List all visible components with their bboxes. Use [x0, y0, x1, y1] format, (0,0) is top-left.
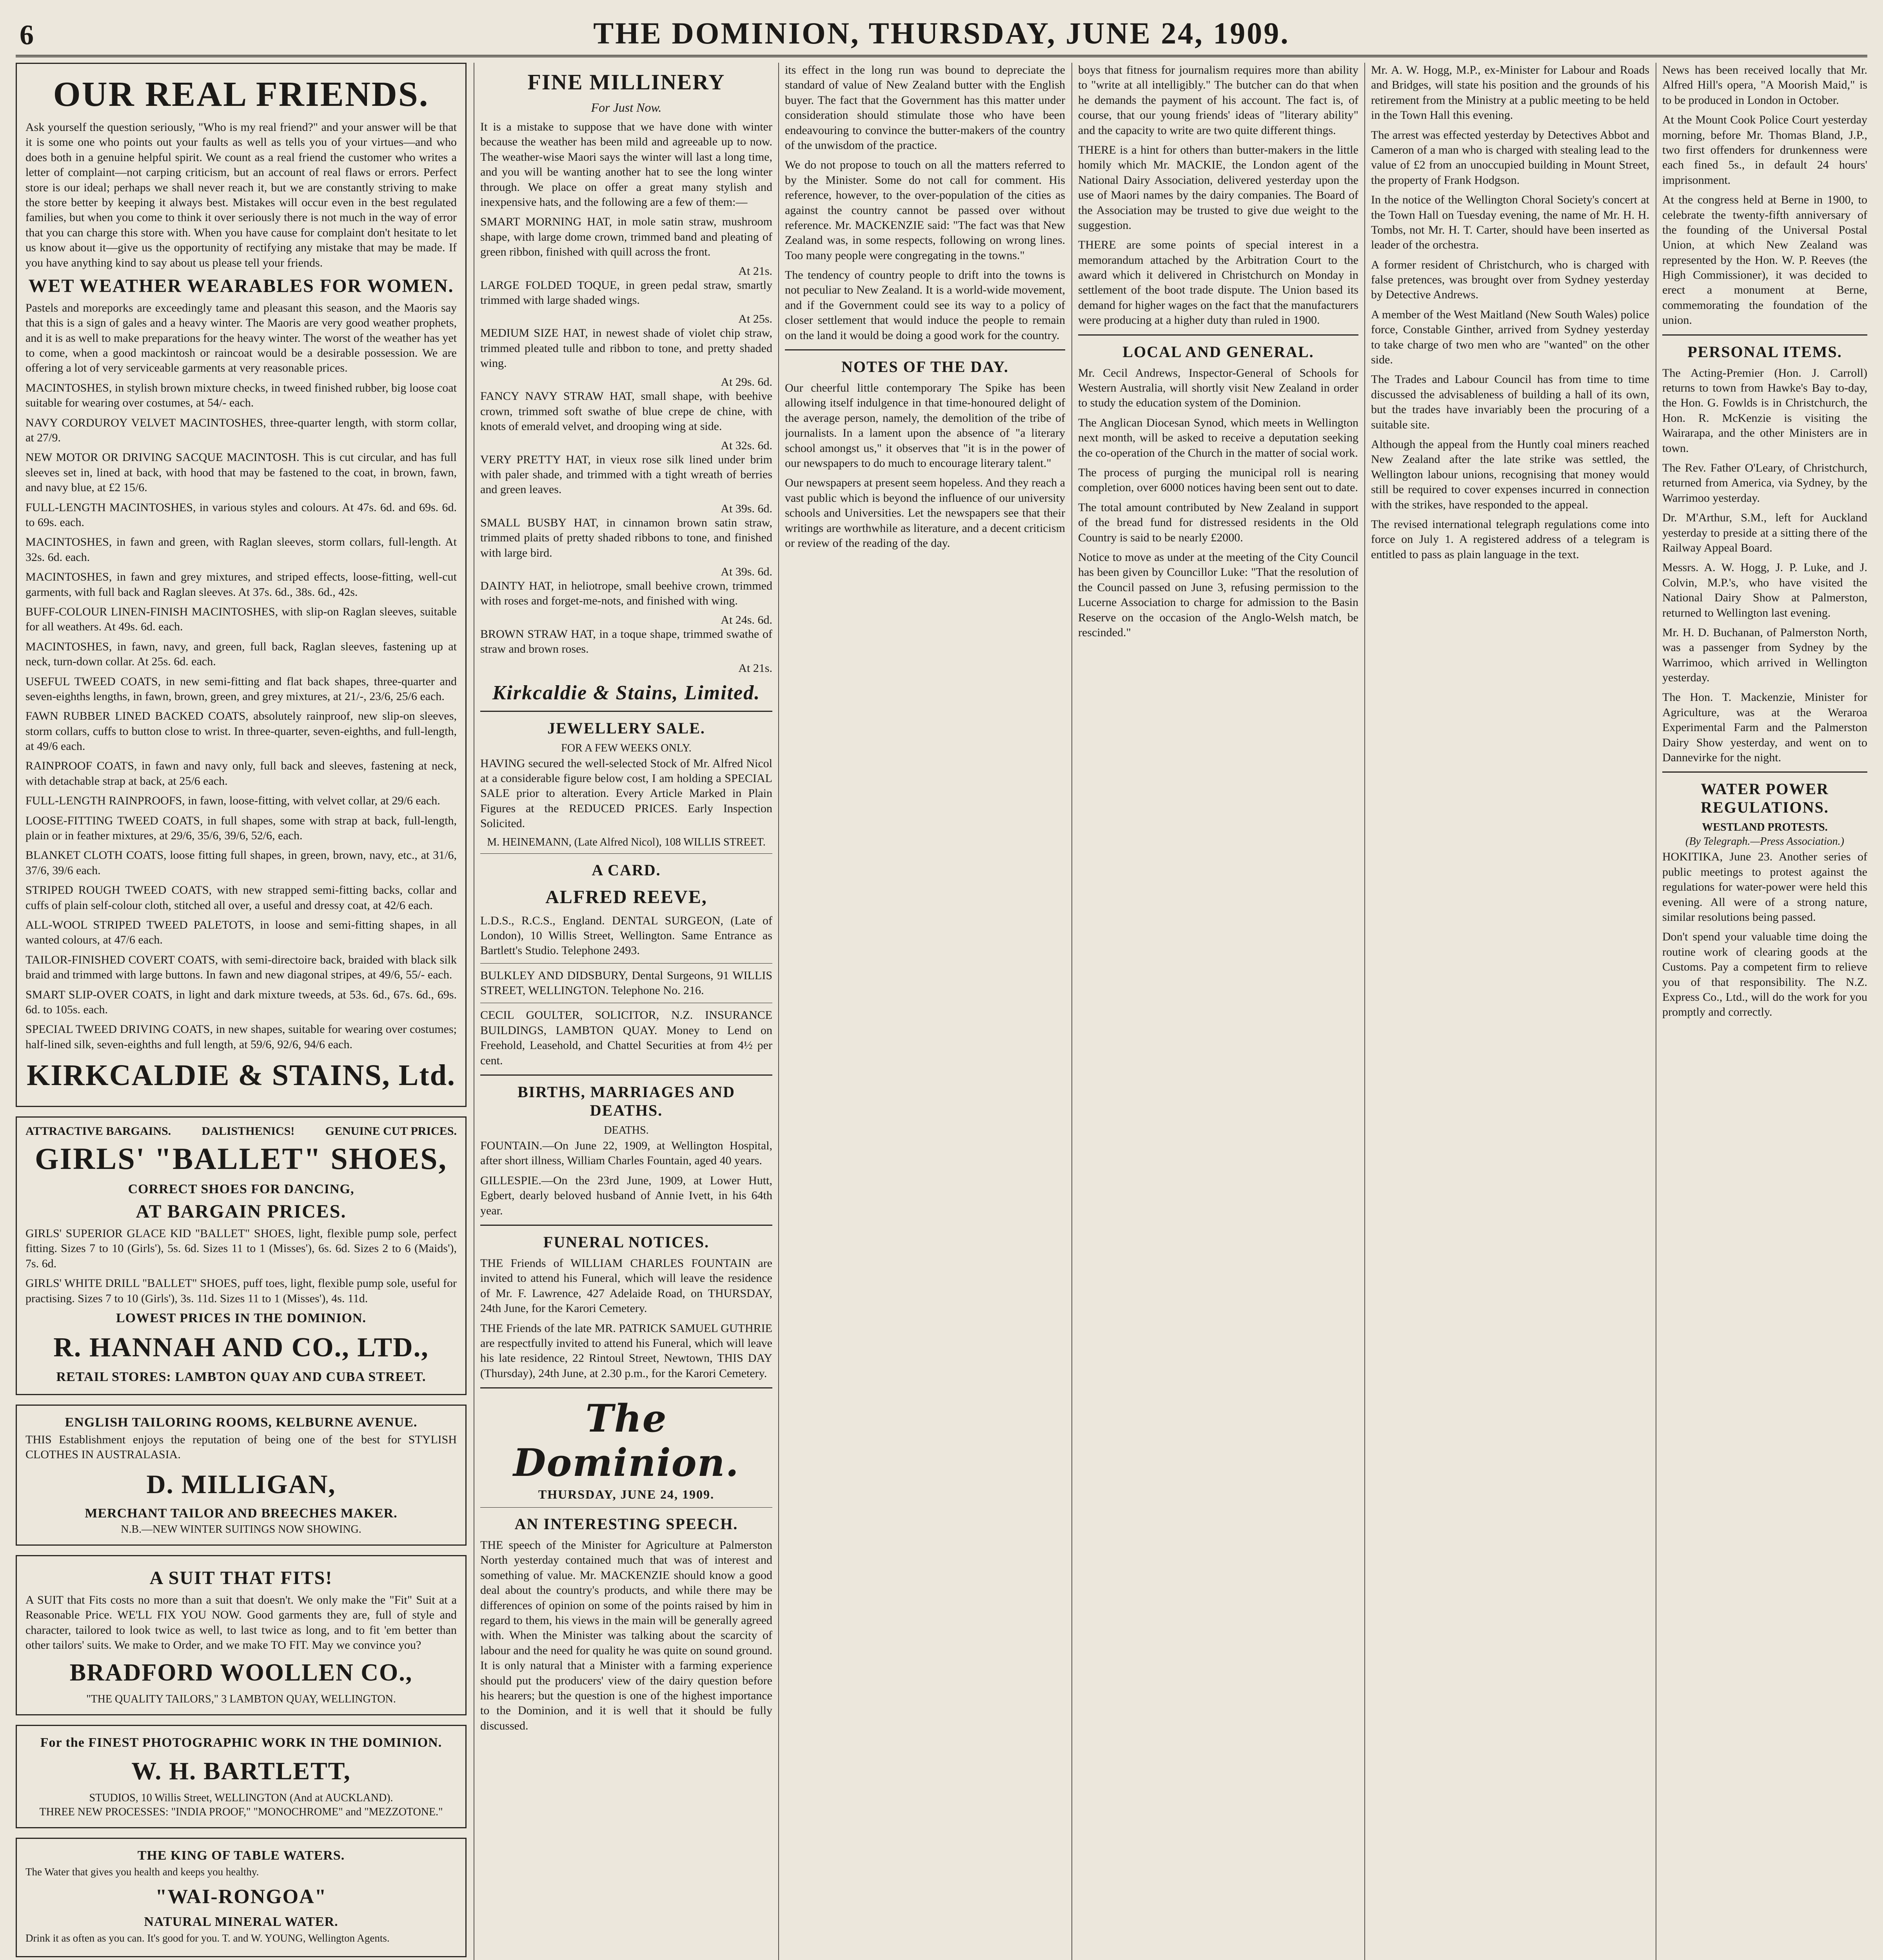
paragraph: The Anglican Diocesan Synod, which meets in Wellington next month, will be asked to receive a deputation seeking the co-operation of the Church in the matter of social work.	[1078, 416, 1358, 459]
bottom-ads-row	[16, 1838, 467, 1960]
paragraph: Mr. H. D. Buchanan, of Palmerston North, was a passenger from Sydney by the Warrimoo, which arrived in Wellington yesterday.	[1662, 626, 1867, 684]
ad-heading: ENGLISH TAILORING ROOMS, KELBURNE AVENUE.	[65, 1415, 418, 1430]
ad-item: STRIPED ROUGH TWEED COATS, with new strapped semi-fitting backs, collar and cuffs of plain self-colour cloth, stitched all over, a useful and dressy coat, at 42/6 each.	[25, 884, 457, 912]
ad-heading: A SUIT THAT FITS!	[149, 1567, 333, 1588]
section-heading: AN INTERESTING SPEECH.	[514, 1515, 738, 1533]
columns	[16, 63, 1867, 1960]
paragraph: HAVING secured the well-selected Stock of Mr. Alfred Nicol at a considerable figure below cost, I am holding a SPECIAL SALE prior to alteration. Every Article Marked in Plain Figures at the REDUCED PRICES. Early Inspection Solicited.	[480, 757, 772, 830]
ad-brand: R. HANNAH AND CO., LTD.,	[53, 1332, 429, 1363]
ad-note: Drink it as often as you can. It's good for you. T. and W. YOUNG, Wellington Agents.	[25, 1932, 390, 1944]
ad-footer: LOWEST PRICES IN THE DOMINION.	[116, 1311, 367, 1326]
section-subheading: DEATHS.	[604, 1124, 649, 1137]
paragraph: Mr. Cecil Andrews, Inspector-General of Schools for Western Australia, will shortly visit New Zealand in order to study the education system of the Dominion.	[1078, 366, 1358, 410]
paragraph: News has been received locally that Mr. Alfred Hill's opera, "A Moorish Maid," is to be produced in London in October.	[1662, 64, 1867, 107]
paragraph: Mr. A. W. Hogg, M.P., ex-Minister for Labour and Roads and Bridges, will state his position and the grounds of his retirement from the Ministry at a public meeting to be held in the Town Hall this evening.	[1371, 64, 1649, 122]
paragraph: THE speech of the Minister for Agriculture at Palmerston North yesterday contained much that was of interest and something of value. Mr. MACKENZIE should know a good deal about the country's products, and while there may be differences of opinion on some of the points raised by him in regard to them, his views in the main will be generally agreed with. When the Minister was talking about the scarcity of labour and the need for quality he was quite on sound ground. It is only natural that a Minister with a farming experience should put the producers' view of the dairy question before his hearers; but the question is one of the highest importance to the Dominion, and it is well that it should be fully discussed.	[480, 1539, 772, 1732]
section-heading: FUNERAL NOTICES.	[543, 1233, 710, 1251]
paragraph: Don't spend your valuable time doing the routine work of clearing goods at the Customs. Pay a competent firm to relieve you of that responsibility. The N.Z. Express Co., Ltd., will do the work for you promptly and correctly.	[1662, 930, 1867, 1019]
section-heading: WATER POWER REGULATIONS.	[1701, 780, 1829, 817]
ad-item: BLANKET CLOTH COATS, loose fitting full shapes, in green, brown, navy, etc., at 31/6, 37/6, 39/6 each.	[25, 849, 457, 877]
paragraph: At the congress held at Berne in 1900, to celebrate the twenty-fifth anniversary of the founding of the Universal Postal Union, at which New Zealand was represented by the Hon. W. P. Reeves (the High Commissioner), it was decided to erect a monument at Berne, commemorating the foundation of the union.	[1662, 193, 1867, 327]
newspaper-title: THE DOMINION, THURSDAY, JUNE 24, 1909.	[593, 16, 1290, 50]
column-1	[16, 63, 467, 1960]
paragraph: The arrest was effected yesterday by Detectives Abbot and Cameron of a man who is charged with stealing lead to the value of £2 from an unoccupied building in Mount Street, the property of Frank Hodgson.	[1371, 128, 1649, 187]
ad-item: MACINTOSHES, in fawn and green, with Raglan sleeves, storm collars, full-length. At 32s. 6d. each.	[25, 535, 457, 564]
ad-corner-right: GENUINE CUT PRICES.	[325, 1125, 457, 1138]
list-item: SMALL BUSBY HAT, in cinnamon brown satin straw, trimmed plaits of pretty shaded ribbons to tone, and finished with large bird.	[480, 516, 772, 559]
ad-brand: W. H. BARTLETT,	[131, 1757, 351, 1785]
paragraph: HOKITIKA, June 23. Another series of public meetings to protest against the regulations for water-power were held this evening. All were of a strong nature, similar resolutions being passed.	[1662, 850, 1867, 924]
ad-corner-left: ATTRACTIVE BARGAINS.	[25, 1125, 171, 1138]
signature: M. HEINEMANN, (Late Alfred Nicol), 108 WILLIS STREET.	[487, 836, 766, 848]
bradford-woollen-ad	[16, 1555, 467, 1716]
ad-address: RETAIL STORES: LAMBTON QUAY AND CUBA STREET.	[56, 1370, 426, 1385]
ad-heading: For the FINEST PHOTOGRAPHIC WORK IN THE DOMINION.	[40, 1735, 442, 1750]
ad-text: A SUIT that Fits costs no more than a suit that doesn't. We only make the "Fit" Suit at a Reasonable Price. WE'LL FIX YOU NOW. Good garments they are, full of style and character, tailored to look twice as well, to last twice as long, and to fit 'em better than other tailors' suits. We make to Order, and we make TO FIT. May we convince you?	[25, 1593, 457, 1651]
column-4	[1078, 63, 1358, 1960]
ad-subtitle: NATURAL MINERAL WATER.	[144, 1915, 338, 1929]
list-item: LARGE FOLDED TOQUE, in green pedal straw, smartly trimmed with large shaded wings.	[480, 278, 772, 307]
divider	[480, 1225, 772, 1226]
item-price: At 21s.	[738, 661, 772, 675]
paragraph: We do not propose to touch on all the matters referred to by the Minister. Some do not call for comment. His reference, however, to the over-population of the cities as against the country cannot be passed over without reference. Mr. MACKENZIE said: "The fact was that New Zealand was, in some respects, following on wrong lines. Too many people were congregating in the towns."	[785, 158, 1065, 262]
ad-brand: KIRKCALDIE & STAINS, Ltd.	[27, 1059, 456, 1092]
paragraph: THERE is a hint for others than butter-makers in the little homily which Mr. MACKIE, the London agent of the National Dairy Association, delivered yesterday upon the use of Maori names by the dairy companies. The Board of the Association may be trusted to give due weight to the suggestion.	[1078, 143, 1358, 232]
masthead	[16, 12, 1867, 57]
paragraph: L.D.S., R.C.S., England. DENTAL SURGEON, (Late of London), 10 Willis Street, Wellington. Same Entrance as Bartlett's Studio. Telephone 2493.	[480, 914, 772, 957]
ad-item: FULL-LENGTH MACINTOSHES, in various styles and colours. At 47s. 6d. and 69s. 6d. to 69s. each.	[25, 501, 457, 529]
section-subheading: WESTLAND PROTESTS.	[1702, 821, 1828, 834]
ad-intro: Ask yourself the question seriously, "Who is my real friend?" and your answer will be that it is some one who points out your faults as well as tells you of your virtues—and who does both in a genuine helpful spirit. We count as a real friend the customer who writes a letter of complaint—not carping criticism, but an account of real flaws or errors. Perfect store is our ideal; perhaps we shall never reach it, but we are constantly striving to make the store better by keeping it always best. Mistakes will occur even in the best regulated families, but when you come to think it over seriously there is not much in the way of error that you can charge this store with. When you have cause for complaint don't hesitate to let us know about it—give us the opportunity of rectifying any mistake that may be made. If you have anything kind to say about us please tell your friends.	[25, 121, 457, 269]
divider	[480, 711, 772, 712]
byline: (By Telegraph.—Press Association.)	[1685, 835, 1844, 848]
paragraph: BULKLEY AND DIDSBURY, Dental Surgeons, 91 WILLIS STREET, WELLINGTON. Telephone No. 216.	[480, 969, 772, 997]
divider	[1662, 771, 1867, 773]
paragraph: THE Friends of WILLIAM CHARLES FOUNTAIN are invited to attend his Funeral, which will leave the residence of Mr. F. Lawrence, 427 Adelaide Road, on THURSDAY, 24th June, for the Karori Cemetery.	[480, 1256, 772, 1315]
ad-item: NEW MOTOR OR DRIVING SACQUE MACINTOSH. This is cut circular, and has full sleeves set in, lined at back, with hood that may be fastened to the coat, in brown, fawn, and navy blue, at £2 15/6.	[25, 451, 457, 494]
item-price: At 24s. 6d.	[721, 613, 772, 626]
paragraph: At the Mount Cook Police Court yesterday morning, before Mr. Thomas Bland, J.P., two first offenders for drunkenness were each fined 5s., in default 24 hours' imprisonment.	[1662, 113, 1867, 187]
paragraph: Our cheerful little contemporary The Spike has been allowing itself indulgence in that time-honoured delight of the average person, namely, the demolition of the tribe of journalists. In a lament upon the absence of "a literary school amongst us," it observes that "it is in the power of our newspapers to do much to encourage literary talent."	[785, 381, 1065, 470]
column-2	[480, 63, 772, 1960]
ad-heading: THE KING OF TABLE WATERS.	[137, 1848, 345, 1863]
ad-subtitle: "THE QUALITY TAILORS," 3 LAMBTON QUAY, WELLINGTON.	[86, 1693, 396, 1706]
ad-note: N.B.—NEW WINTER SUITINGS NOW SHOWING.	[121, 1523, 361, 1535]
ad-item: USEFUL TWEED COATS, in new semi-fitting and flat back shapes, three-quarter and seven-eighths lengths, in fawn, brown, green, and grey mixtures, at 21/-, 23/6, 25/6 each.	[25, 675, 457, 703]
paragraph: CECIL GOULTER, SOLICITOR, N.Z. INSURANCE BUILDINGS, LAMBTON QUAY. Money to Lend on Freehold, Leasehold, and Chattel Securities at from 4½ per cent.	[480, 1009, 772, 1067]
bartlett-photo-ad	[16, 1725, 467, 1828]
section-heading: FINE MILLINERY	[527, 70, 725, 94]
paragraph: GILLESPIE.—On the 23rd June, 1909, at Lower Hutt, Egbert, dearly beloved husband of Annie Ivett, in his 64th year.	[480, 1174, 772, 1217]
paragraph: The Trades and Labour Council has from time to time discussed the advisableness of building a hall of its own, but the trades have invariably been the procuring of a suitable site.	[1371, 373, 1649, 431]
ad-brand: D. MILLIGAN,	[146, 1469, 336, 1499]
item-price: At 39s. 6d.	[721, 502, 772, 515]
paragraph: The process of purging the municipal roll is nearing completion, over 6000 notices having been sent out to date.	[1078, 466, 1358, 494]
item-price: At 25s.	[738, 312, 772, 326]
ad-corner-mid: DALISTHENICS!	[202, 1125, 295, 1138]
ad-text: The Water that gives you health and keeps you healthy.	[25, 1866, 259, 1878]
divider	[480, 1507, 772, 1508]
ad-subtitle: AT BARGAIN PRICES.	[136, 1201, 347, 1222]
ad-item: GIRLS' WHITE DRILL "BALLET" SHOES, puff toes, light, flexible pump sole, useful for practising. Sizes 7 to 10 (Girls'), 3s. 11d. Sizes 11 to 1 (Misses'), 4s. 11d.	[25, 1277, 457, 1305]
ad-item: MACINTOSHES, in fawn, navy, and green, full back, Raglan sleeves, fastening up at neck, turn-down collar. At 25s. 6d. each.	[25, 640, 457, 668]
paragraph: The Hon. T. Mackenzie, Minister for Agriculture, was at the Weraroa Experimental Farm and the Palmerston Dairy Show yesterday, and went on to Dannevirke for the night.	[1662, 691, 1867, 764]
list-item: VERY PRETTY HAT, in vieux rose silk lined under brim with paler shade, and trimmed with a tight wreath of berries and green leaves.	[480, 453, 772, 496]
paragraph: boys that fitness for journalism requires more than ability to "write at all intelligibly." The butcher can do that when he demands the payment of his account. The fact is, of course, that our young friends' ideas of "literary ability" and the capacity to write are two quite different things.	[1078, 64, 1358, 137]
kirkcaldie-raincoat-ad	[16, 63, 467, 1107]
list-item: FANCY NAVY STRAW HAT, small shape, with beehive crown, trimmed soft swathe of blue crepe de chine, with knots of emerald velvet, and drooping wing at side.	[480, 390, 772, 433]
ad-item: BUFF-COLOUR LINEN-FINISH MACINTOSHES, with slip-on Raglan sleeves, suitable for all weathers. At 49s. 6d. each.	[25, 605, 457, 633]
section-subheading: FOR A FEW WEEKS ONLY.	[561, 742, 692, 754]
item-price: At 39s. 6d.	[721, 565, 772, 578]
ad-brand: Kirkcaldie & Stains, Limited.	[492, 681, 761, 704]
list-item: MEDIUM SIZE HAT, in newest shade of violet chip straw, trimmed pleated tulle and ribbon to tone, and pretty shaded wing.	[480, 327, 772, 370]
ad-item: FULL-LENGTH RAINPROOFS, in fawn, loose-fitting, with velvet collar, at 29/6 each.	[25, 794, 440, 808]
ad-item: NAVY CORDUROY VELVET MACINTOSHES, three-quarter length, with storm collar, at 27/9.	[25, 416, 457, 445]
section-heading: BIRTHS, MARRIAGES AND DEATHS.	[517, 1083, 735, 1120]
ad-brand: "WAI-RONGOA"	[155, 1886, 327, 1908]
divider	[480, 963, 772, 964]
paragraph: A member of the West Maitland (New South Wales) police force, Constable Ginther, arrived from Sydney yesterday to take charge of two men who are "wanted" on the other side.	[1371, 308, 1649, 367]
divider	[1662, 334, 1867, 336]
paragraph: The revised international telegraph regulations come into force on July 1. A registered address of a telegram is entitled to pass as plain language in the text.	[1371, 517, 1649, 561]
wai-rongoa-ad	[16, 1838, 467, 1957]
divider	[480, 853, 772, 854]
ad-item: ALL-WOOL STRIPED TWEED PALETOTS, in loose and semi-fitting shapes, in all wanted colours, at 47/6 each.	[25, 918, 457, 947]
section-heading: A CARD.	[592, 861, 661, 879]
item-price: At 29s. 6d.	[721, 376, 772, 389]
divider	[1078, 334, 1358, 336]
ad-text: THIS Establishment enjoys the reputation of being one of the best for STYLISH CLOTHES IN AUSTRALASIA.	[25, 1433, 457, 1461]
section-subheading: For Just Now.	[591, 100, 662, 114]
paragraph: Dr. M'Arthur, S.M., left for Auckland yesterday to preside at a sitting there of the Railway Appeal Board.	[1662, 511, 1867, 554]
paragraph: The Acting-Premier (Hon. J. Carroll) returns to town from Hawke's Bay to-day, the Hon. G. Fowlds is in Christchurch, the Hon. R. McKenzie is visiting the Wairarapa, and the other Ministers are in town.	[1662, 366, 1867, 455]
ad-item: MACINTOSHES, in fawn and grey mixtures, and striped effects, loose-fitting, well-cut garments, with full back and Raglan sleeves. At 37s. 6d., 38s. 6d., 42s.	[25, 570, 457, 599]
hannah-shoes-ad	[16, 1116, 467, 1395]
column-3	[785, 63, 1065, 1960]
ad-item: SMART SLIP-OVER COATS, in light and dark mixture tweeds, at 53s. 6d., 67s. 6d., 69s. 6d. to 105s. each.	[25, 988, 457, 1016]
section-heading: JEWELLERY SALE.	[547, 719, 705, 737]
ad-subtitle: MERCHANT TAILOR AND BREECHES MAKER.	[85, 1506, 398, 1521]
paragraph: Notice to move as under at the meeting of the City Council has been given by Councillor Luke: "That the resolution of the Council passed on June 3, refusing permission to the Lucerne Association to charge for admission to the Basin Reserve on the occasion of the Anglo-Welsh match, be rescinded."	[1078, 550, 1358, 639]
list-item: BROWN STRAW HAT, in a toque shape, trimmed swathe of straw and brown roses.	[480, 627, 772, 656]
ad-note: THREE NEW PROCESSES: "INDIA PROOF," "MONOCHROME" and "MEZZOTONE."	[39, 1806, 443, 1818]
paragraph: The tendency of country people to drift into the towns is not peculiar to New Zealand. It is a world-wide movement, and if the Government could see its way to a policy of closer settlement that would induce the people to remain on the land it would be doing a good work for the country.	[785, 269, 1065, 342]
list-item: SMART MORNING HAT, in mole satin straw, mushroom shape, with large dome crown, trimmed band and pleating of green ribbon, finished with quill across the front.	[480, 215, 772, 259]
paragraph: The Rev. Father O'Leary, of Christchurch, returned from America, via Sydney, by the Warrimoo yesterday.	[1662, 461, 1867, 505]
paragraph: Our newspapers at present seem hopeless. And they reach a vast public which is beyond the influence of our university schools and Universities. Let the newspapers see that their writings are worthwhile as literature, and a decent criticism or review of the reading of the day.	[785, 476, 1065, 550]
dateline: THURSDAY, JUNE 24, 1909.	[538, 1487, 715, 1502]
ad-item: MACINTOSHES, in stylish brown mixture checks, in tweed finished rubber, big loose coat suitable for wearing over costumes, at 54/- each.	[25, 381, 457, 410]
ad-item: RAINPROOF COATS, in fawn and navy only, full back and sleeves, fastening at neck, with detachable strap at back, at 25/6 each.	[25, 759, 457, 788]
ad-item: GIRLS' SUPERIOR GLACE KID "BALLET" SHOES, light, flexible pump sole, perfect fitting. Sizes 7 to 10 (Girls'), 5s. 6d. Sizes 11 to 1 (Misses'), 6s. 6d. Sizes 2 to 6 (Maids'), 7s. 6d.	[25, 1227, 457, 1270]
item-price: At 32s. 6d.	[721, 439, 772, 452]
hat-list	[480, 214, 772, 675]
paragraph: In the notice of the Wellington Choral Society's concert at the Town Hall on Tuesday evening, the name of Mr. H. H. Tombs, not Mr. H. T. Carter, should have been inserted as leader of the orchestra.	[1371, 193, 1649, 252]
paragraph: its effect in the long run was bound to depreciate the standard of value of New Zealand butter with the English buyer. The fact that the Government has this matter under consideration should stimulate those who have been endeavouring to convince the butter-makers of the country of the unwisdom of the practice.	[785, 64, 1065, 152]
ad-item: TAILOR-FINISHED COVERT COATS, with semi-directoire back, braided with black silk braid and trimmed with large buttons. In fawn and new diagonal stripes, at 49/6, 55/- each.	[25, 953, 457, 982]
paragraph: Although the appeal from the Huntly coal miners reached New Zealand after the late strike was settled, the Wellington labour unions, recognising that money would still be required to cover expenses incurred in connection with the strikes, have responded to the appeal.	[1371, 437, 1649, 511]
section-heading: NOTES OF THE DAY.	[841, 358, 1009, 376]
paragraph: FOUNTAIN.—On June 22, 1909, at Wellington Hospital, after short illness, William Charles Fountain, aged 40 years.	[480, 1139, 772, 1167]
paragraph: THERE are some points of special interest in a memorandum attached by the Arbitration Court to the award which it delivered in Christchurch on Monday in settlement of the boot trade dispute. The Union based its demand for higher wages on the fact that the manufacturers were producing at a higher duty than ruled in 1900.	[1078, 238, 1358, 327]
paragraph: THE Friends of the late MR. PATRICK SAMUEL GUTHRIE are respectfully invited to attend his Funeral, which will leave his late residence, 22 Rintoul Street, Newtown, THIS DAY (Thursday), 24th June, at 2.30 p.m., for the Karori Cemetery.	[480, 1321, 772, 1380]
ad-item: LOOSE-FITTING TWEED COATS, in full shapes, some with strap at back, full-length, plain or in feather mixtures, at 29/6, 35/6, 39/6, 52/6, each.	[25, 814, 457, 842]
ad-brand: BRADFORD WOOLLEN CO.,	[69, 1659, 413, 1686]
divider	[785, 349, 1065, 350]
column-6	[1662, 63, 1867, 1960]
paragraph: It is a mistake to suppose that we have done with winter because the weather has been mild and agreeable up to now. The weather-wise Maori says the winter will last a long time, and you will be wanting another hat to see the long winter through. We place on offer a great many stylish and inexpensive hats, and the following are a few of them:—	[480, 120, 772, 209]
ad-subtitle: CORRECT SHOES FOR DANCING,	[128, 1182, 354, 1197]
newspaper-page	[16, 12, 1867, 1960]
newspaper-logo: The Dominion.	[513, 1396, 739, 1485]
section-heading: PERSONAL ITEMS.	[1687, 343, 1842, 361]
page-number: 6	[20, 19, 34, 51]
ad-title: OUR REAL FRIENDS.	[53, 75, 429, 114]
advertiser-name: ALFRED REEVE,	[545, 886, 707, 907]
ad-item: SPECIAL TWEED DRIVING COATS, in new shapes, suitable for wearing over costumes; half-lined silk, seven-eighths and full length, at 59/6, 92/6, 94/6 each.	[25, 1023, 457, 1051]
paragraph: Messrs. A. W. Hogg, J. P. Luke, and J. Colvin, M.P.'s, who have visited the National Dairy Show at Palmerston, returned to Wellington last evening.	[1662, 561, 1867, 619]
list-item: DAINTY HAT, in heliotrope, small beehive crown, trimmed with roses and forget-me-nots, and finished with wing.	[480, 579, 772, 608]
column-5	[1371, 63, 1649, 1960]
ad-title: GIRLS' "BALLET" SHOES,	[35, 1142, 448, 1176]
section-heading: LOCAL AND GENERAL.	[1122, 343, 1314, 361]
divider	[480, 1074, 772, 1076]
paragraph: The total amount contributed by New Zealand in support of the bread fund for distressed residents in the Old Country is said to be nearly £2000.	[1078, 501, 1358, 544]
ad-subtitle-text: Pastels and moreporks are exceedingly tame and pleasant this season, and the Maoris say that this is a sign of gales and a heavy winter. The Maoris are very good weather prophets, and it is as well to make preparations for the heavy winter. The worst of the weather has yet to come, when a good mackintosh or raincoat would be a desirable possession. We are offering a lot of very serviceable garments at very reasonable prices.	[25, 301, 457, 375]
item-price: At 21s.	[738, 264, 772, 278]
divider	[480, 1387, 772, 1388]
ad-subtitle: STUDIOS, 10 Willis Street, WELLINGTON (And at AUCKLAND).	[89, 1792, 393, 1804]
milligan-tailor-ad	[16, 1405, 467, 1546]
ad-subtitle: WET WEATHER WEARABLES FOR WOMEN.	[28, 275, 454, 296]
paragraph: A former resident of Christchurch, who is charged with false pretences, was brought over from Sydney yesterday by Detective Andrews.	[1371, 258, 1649, 301]
ad-item: FAWN RUBBER LINED BACKED COATS, absolutely rainproof, new slip-on sleeves, storm collars, cuffs to button close to wrist. In three-quarter, seven-eighths, and full-length, at 49/6 each.	[25, 710, 457, 753]
